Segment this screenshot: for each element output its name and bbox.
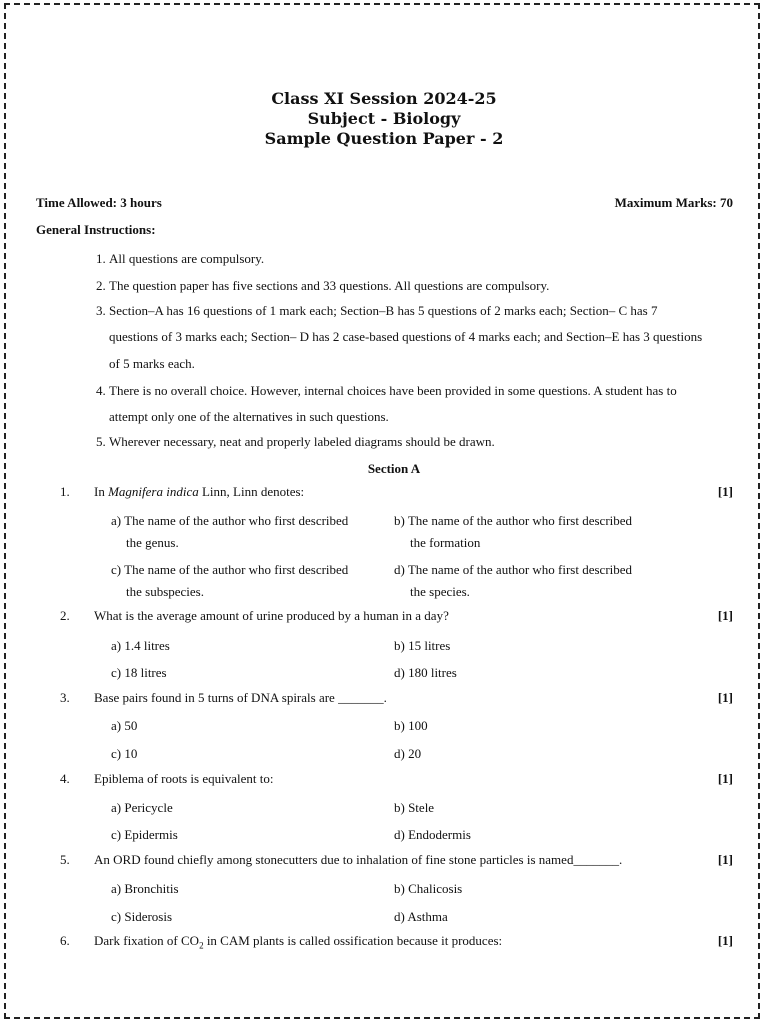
question-1-text: In Magnifera indica Linn, Linn denotes:: [94, 484, 305, 499]
instruction-1: 1. All questions are compulsory.: [96, 251, 265, 266]
q4-option-d: d) Endodermis: [394, 827, 471, 842]
q5-option-b: b) Chalicosis: [394, 881, 463, 896]
question-3-number: 3.: [60, 690, 70, 705]
q1-option-d: d) The name of the author who first described: [394, 562, 633, 577]
q1-option-a: a) The name of the author who first described: [111, 513, 349, 528]
instruction-3-line-2: questions of 3 marks each; Section– D has 2 case-based questions of 4 marks each; and Section–E has 3 questions: [109, 329, 703, 344]
question-1-marks: [1]: [717, 484, 733, 499]
question-3-text: Base pairs found in 5 turns of DNA spirals are _______.: [94, 690, 387, 705]
q3-option-a: a) 50: [111, 718, 138, 733]
maximum-marks: Maximum Marks: 70: [614, 195, 733, 210]
q4-option-c: c) Epidermis: [111, 827, 178, 842]
q1-option-b: b) The name of the author who first described: [394, 513, 633, 528]
q1-option-c: c) The name of the author who first described: [111, 562, 349, 577]
q3-option-b: b) 100: [394, 718, 428, 733]
question-6-text: Dark fixation of $CO_2$ in CAM plants is called ossification because it produces:: [94, 933, 503, 951]
question-2-number: 2.: [60, 608, 70, 623]
class-session-title: Class XI Session 2024-25: [271, 89, 497, 108]
question-6-number: 6.: [60, 933, 70, 948]
q1-option-a-line-2: the genus.: [126, 535, 179, 550]
question-5-text: An ORD found chiefly among stonecutters due to inhalation of fine stone particles is named_______.: [94, 852, 623, 867]
instruction-3-line-3: of 5 marks each.: [109, 356, 195, 371]
q5-option-d: d) Asthma: [394, 909, 448, 924]
question-3-marks: [1]: [717, 690, 733, 705]
question-2-text: What is the average amount of urine produced by a human in a day?: [94, 608, 449, 623]
q4-option-b: b) Stele: [394, 800, 435, 815]
q1-option-b-line-2: the formation: [410, 535, 481, 550]
q3-option-d: d) 20: [394, 746, 422, 761]
question-1-number: 1.: [60, 484, 70, 499]
question-5-number: 5.: [60, 852, 70, 867]
q1-option-d-line-2: the species.: [410, 584, 470, 599]
q4-option-a: a) Pericycle: [111, 800, 173, 815]
q2-option-c: c) 18 litres: [111, 665, 167, 680]
q3-option-c: c) 10: [111, 746, 138, 761]
paper-title: Sample Question Paper - 2: [264, 129, 504, 148]
question-4-marks: [1]: [717, 771, 733, 786]
subject-title: Subject - Biology: [307, 109, 461, 128]
instruction-5: 5. Wherever necessary, neat and properly labeled diagrams should be drawn.: [96, 434, 495, 449]
q2-option-d: d) 180 litres: [394, 665, 457, 680]
section-a-heading: Section A: [367, 461, 421, 476]
general-instructions-heading: General Instructions:: [36, 222, 156, 237]
question-5-marks: [1]: [717, 852, 733, 867]
question-4-number: 4.: [60, 771, 70, 786]
q2-option-a: a) 1.4 litres: [111, 638, 170, 653]
instruction-2: 2. The question paper has five sections and 33 questions. All questions are compulsory.: [96, 278, 550, 293]
q1-option-c-line-2: the subspecies.: [126, 584, 204, 599]
q2-option-b: b) 15 litres: [394, 638, 451, 653]
instruction-4: 4. There is no overall choice. However, internal choices have been provided in some questions. A student has to: [96, 383, 677, 398]
q5-option-c: c) Siderosis: [111, 909, 173, 924]
question-4-text: Epiblema of roots is equivalent to:: [94, 771, 274, 786]
instruction-4-line-2: attempt only one of the alternatives in such questions.: [109, 409, 389, 424]
question-6-marks: [1]: [717, 933, 733, 948]
q5-option-a: a) Bronchitis: [111, 881, 179, 896]
question-2-marks: [1]: [717, 608, 733, 623]
instruction-3: 3. Section–A has 16 questions of 1 mark each; Section–B has 5 questions of 2 marks each; Section– C has 7: [96, 303, 658, 318]
time-allowed: Time Allowed: 3 hours: [36, 195, 162, 210]
